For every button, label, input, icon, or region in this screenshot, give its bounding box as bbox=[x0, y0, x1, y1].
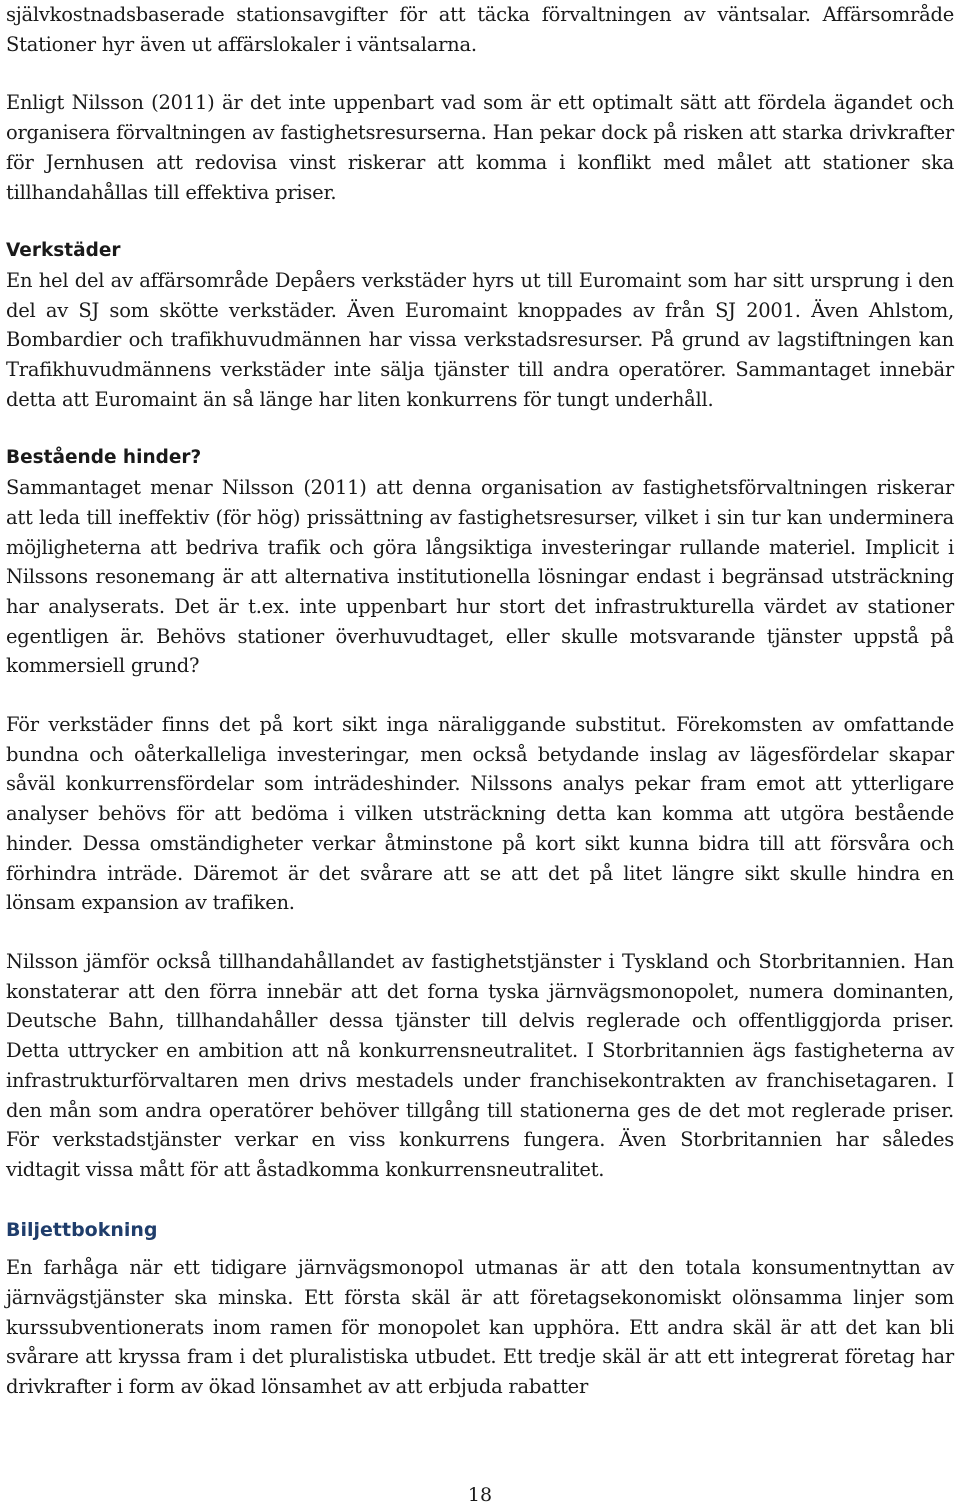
paragraph-verkstader: En hel del av affärsområde Depåers verkstäder hyrs ut till Euromaint som har sitt ursprung i den del av SJ som skötte verkstäder. Även Euromaint knoppades av från SJ 2001. Även Ahlstom, Bombardier och trafikhuvudmännen har vissa verkstadsresurser. På grund av lagstiftningen kan Trafikhuvudmännens verkstäder inte sälja tjänster till andra operatörer. Sammantaget innebär detta att Euromaint än så länge har liten konkurrens för tungt underhåll. bbox=[6, 268, 954, 411]
paragraph-substitut: För verkstäder finns det på kort sikt inga näraliggande substitut. Förekomsten av omfattande bundna och oåterkalleliga investeringar, men också betydande inslag av lägesfördelar skapar såväl konkurrensfördelar som inträdeshinder. Nilssons analys pekar fram emot att ytterligare analyser behövs för att bedöma i vilken utsträckning detta kan komma att utgöra bestående hinder. Dessa omständigheter verkar åtminstone på kort sikt kunna bidra till att försvåra och förhindra inträde. Däremot är det svårare att se att det på litet längre sikt skulle hindra en lönsam expansion av trafiken. bbox=[6, 713, 954, 915]
heading-biljettbokning: Biljettbokning bbox=[6, 1218, 158, 1241]
heading-bestaende-hinder: Bestående hinder? bbox=[6, 447, 202, 469]
paragraph-stationsavgifter: självkostnadsbaserade stationsavgifter för att täcka förvaltningen av väntsalar. Affärsområde Stationer hyr även ut affärslokaler i väntsalarna. bbox=[6, 3, 954, 56]
paragraph-nilsson-fastigheter: Enligt Nilsson (2011) är det inte uppenbart vad som är ett optimalt sätt att fördela ägandet och organisera förvaltningen av fastighetsresurserna. Han pekar dock på risken att starka drivkrafter för Jernhusen att redovisa vinst riskerar att komma i konflikt med målet att stationer ska tillhandahållas till effektiva priser. bbox=[6, 91, 954, 204]
paragraph-sammantaget: Sammantaget menar Nilsson (2011) att denna organisation av fastighetsförvaltningen riskerar att leda till ineffektiv (för hög) prissättning av fastighetsresurser, vilket i sin tur kan underminera möjligheterna att bedriva trafik och göra långsiktiga investeringar rullande materiel. Implicit i Nilssons resonemang är att alternativa institutionella lösningar endast i begränsad utsträckning har analyserats. Det är t.ex. inte uppenbart hur stort det infrastrukturella värdet av stationer egentligen är. Behövs stationer överhuvudtaget, eller skulle motsvarande tjänster uppstå på kommersiell grund? bbox=[6, 476, 954, 678]
page-number: 18 bbox=[467, 1484, 493, 1506]
paragraph-tyskland-storbritannien: Nilsson jämför också tillhandahållandet av fastighetstjänster i Tyskland och Storbritannien. Han konstaterar att den förra innebär att det forna tyska järnvägsmonopolet, numera dominanten, Deutsche Bahn, tillhandahåller dessa tjänster till delvis reglerade och offentliggjorda priser. Detta uttrycker en ambition att nå konkurrensneutralitet. I Storbritannien ägs fastigheterna av infrastrukturförvaltaren men drivs mestadels under franchisekontrakten av franchisetagaren. I den mån som andra operatörer behöver tillgång till stationerna ges de det mot reglerade priser. För verkstadstjänster verkar en viss konkurrens fungera. Även Storbritannien har således vidtagit vissa mått för att åstadkomma konkurrensneutralitet. bbox=[6, 949, 954, 1181]
heading-verkstader: Verkstäder bbox=[6, 240, 121, 262]
document-page bbox=[6, 0, 954, 1402]
paragraph-biljettbokning: En farhåga när ett tidigare järnvägsmonopol utmanas är att den totala konsumentnyttan av järnvägstjänster ska minska. Ett första skäl är att företagsekonomiskt olönsamma linjer som kurssubventionerats inom ramen för monopolet kan upphöra. Ett andra skäl är att det kan bli svårare att kryssa fram i det pluralistiska utbudet. Ett tredje skäl är att ett integrerat företag har drivkrafter i form av ökad lönsamhet av att erbjuda rabatter bbox=[6, 1256, 954, 1399]
